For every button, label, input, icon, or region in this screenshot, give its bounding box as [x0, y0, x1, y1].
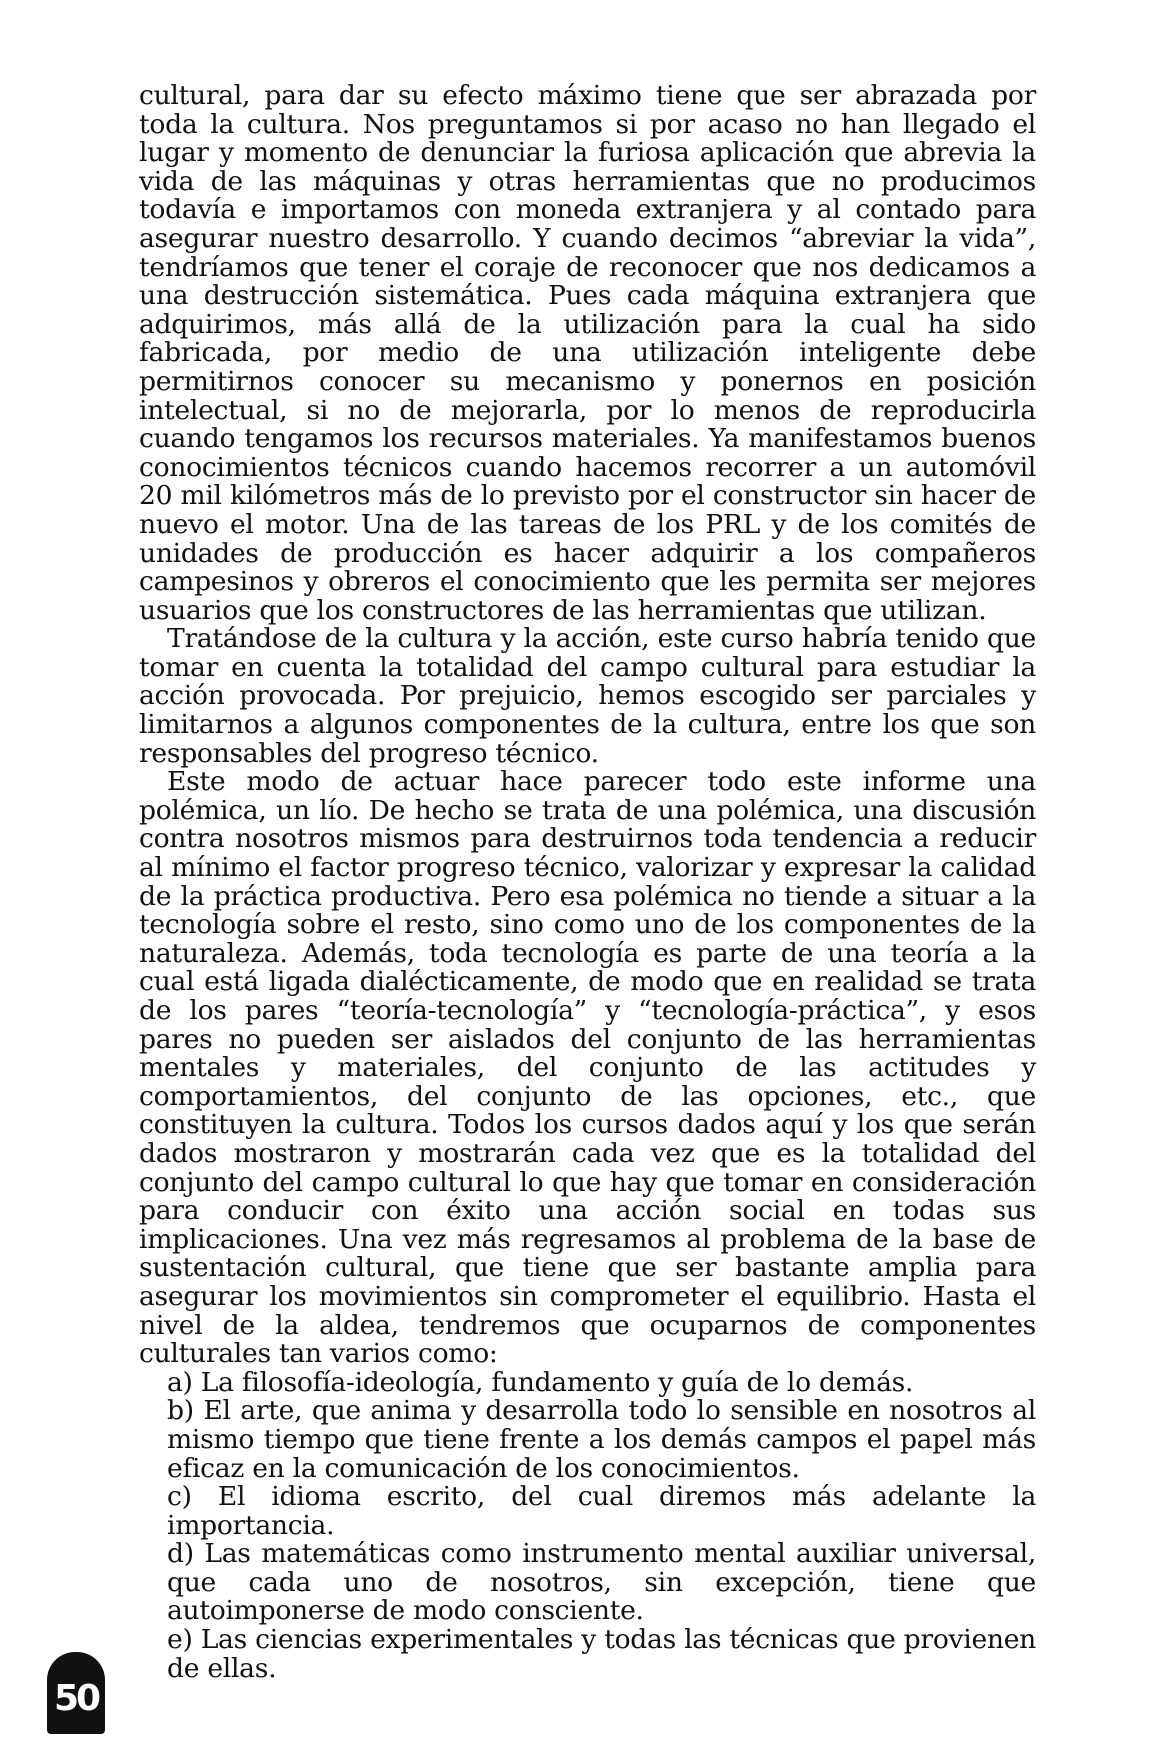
list-item-b: b) El arte, que anima y desarrolla todo lo sensible en nosotros al mismo tiempo que tiene frente a los demás campos el papel más eficaz en la comunicación de los conocimientos.	[167, 1395, 1036, 1484]
paragraph-1: cultural, para dar su efecto máximo tiene que ser abrazada por toda la cultura. Nos preguntamos si por acaso no han llegado el lugar y momento de denunciar la furiosa aplicación que abrevia la vida de las máquinas y otras herramientas que no producimos todavía e importamos con moneda extranjera y al contado para asegurar nuestro desarrollo. Y cuando decimos “abreviar la vida”, tendríamos que tener el coraje de reconocer que nos dedicamos a una destrucción sistemática. Pues cada máquina extranjera que adquirimos, más allá de la utilización para la cual ha sido fabricada, por medio de una utilización inteligente debe permitirnos conocer su mecanismo y ponernos en posición intelectual, si no de mejorarla, por lo menos de reproducirla cuando tengamos los recursos materiales. Ya manifestamos buenos conocimientos técnicos cuando hacemos recorrer a un automóvil 20 mil kilómetros más de lo previsto por el constructor sin hacer de nuevo el motor. Una de las tareas de los PRL y de los comités de unidades de producción es hacer adquirir a los compañeros campesinos y obreros el conocimiento que les permita ser mejores usuarios que los constructores de las herramientas que utilizan.	[139, 80, 1036, 626]
list-item-d: d) Las matemáticas como instrumento mental auxiliar universal, que cada uno de nosotros, sin excepción, tiene que autoimponerse de modo consciente.	[167, 1538, 1036, 1627]
list-item-a: a) La filosofía-ideología, fundamento y guía de lo demás.	[167, 1366, 914, 1398]
page-number: 50	[53, 1677, 99, 1719]
page-number-badge	[47, 1652, 105, 1734]
list-item-c: c) El idioma escrito, del cual diremos más adelante la importancia.	[167, 1481, 1036, 1541]
paragraph-3: Este modo de actuar hace parecer todo este informe una polémica, un lío. De hecho se trata de una polémica, una discusión contra nosotros mismos para destruirnos toda tendencia a reducir al mínimo el factor progreso técnico, valorizar y expresar la calidad de la práctica productiva. Pero esa polémica no tiende a situar a la tecnología sobre el resto, sino como uno de los componentes de la naturaleza. Además, toda tecnología es parte de una teoría a la cual está ligada dialécticamente, de modo que en realidad se trata de los pares “teoría-tecnología” y “tecnología-práctica”, y esos pares no pueden ser aislados del conjunto de las herramientas mentales y materiales, del conjunto de las actitudes y comportamientos, del conjunto de las opciones, etc., que constituyen la cultura. Todos los cursos dados aquí y los que serán dados mostraron y mostrarán cada vez que es la totalidad del conjunto del campo cultural lo que hay que tomar en consideración para conducir con éxito una acción social en todas sus implicaciones. Una vez más regresamos al problema de la base de sustentación cultural, que tiene que ser bastante amplia para asegurar los movimientos sin comprometer el equilibrio. Hasta el nivel de la aldea, tendremos que ocuparnos de componentes culturales tan varios como:	[139, 766, 1036, 1370]
page-body	[139, 82, 1036, 1683]
list-item-e: e) Las ciencias experimentales y todas las técnicas que provienen de ellas.	[167, 1624, 1036, 1684]
paragraph-2: Tratándose de la cultura y la acción, este curso habría tenido que tomar en cuenta la totalidad del campo cultural para estudiar la acción provocada. Por prejuicio, hemos escogido ser parciales y limitarnos a algunos componentes de la cultura, entre los que son responsables del progreso técnico.	[139, 623, 1036, 769]
